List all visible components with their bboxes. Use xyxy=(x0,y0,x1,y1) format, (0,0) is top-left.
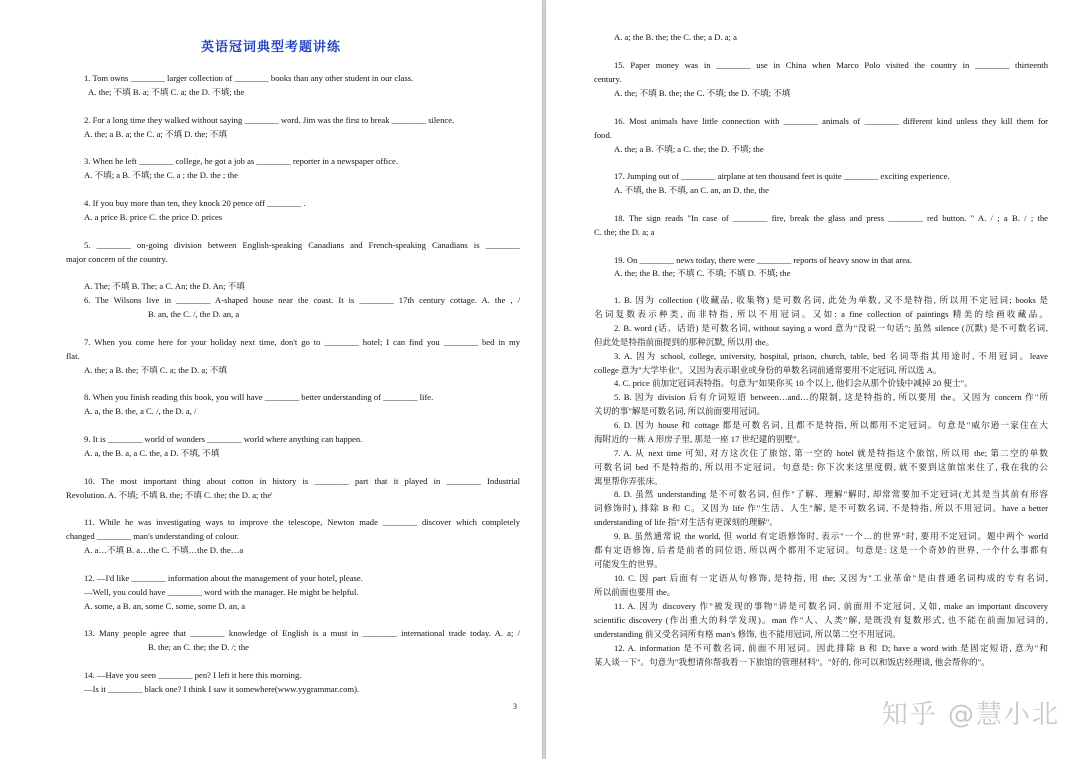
question-line: 8. When you finish reading this book, you will have ________ better understanding of ________ life. xyxy=(84,392,434,402)
question-line: 18. The sign reads "In case of ________ fire, break the glass and press ________ red button. " A. / ; a B. / ; the xyxy=(614,213,1048,223)
question-line: 14. —Have you seen ________ pen? I left it here this morning. xyxy=(84,670,302,680)
document-page-right xyxy=(546,0,1086,759)
question-line: 10. The most important thing about cotton in history is ________ part that it played in ________ Industrial xyxy=(84,476,520,486)
page-number: 3 xyxy=(513,702,517,711)
answer-line: 3. A. 因为 school, college, university, hospital, prison, church, table, bed 名词等指其用途时, 不用冠词。leave xyxy=(614,351,1048,361)
answer-line: 11. A. 因为 discovery 作"被发现的事物"讲是可数名词, 前面用不定冠词, 又如, make an important discovery xyxy=(614,601,1048,611)
options-line: A. the; a B. the; 不填 C. a; the D. a; 不填 xyxy=(84,365,227,375)
options-line: A. the; 不填 B. a; 不填 C. a; the D. 不填; the xyxy=(88,87,245,97)
question-line: 11. While he was investigating ways to improve the telescope, Newton made ________ discover which completely xyxy=(84,517,520,527)
question-line: 5. ________ on-going division between English-speaking Canadians and French-speaking Canadians is ________ xyxy=(84,240,520,250)
question-line: 9. It is ________ world of wonders ________ world where anything can happen. xyxy=(84,434,363,444)
question-line: 6. The Wilsons live in ________ A-shaped house near the coast. It is ________ 17th century cottage. A. the , / xyxy=(84,295,520,305)
answer-line: 4. C. price 前加定冠词表特指。句意为"如果你买 10 个以上, 他们会从那个价钱中减掉 20 便士"。 xyxy=(614,378,973,388)
question-line: 12. —I'd like ________ information about the management of your hotel, please. xyxy=(84,573,363,583)
answer-line: 关切的事"解是可数名词, 所以前面要用冠词。 xyxy=(594,406,766,416)
options-line: A. the; a B. 不填; a C. the; the D. 不填; the xyxy=(614,144,764,154)
question-line: 4. If you buy more than ten, they knock 20 pence off ________ . xyxy=(84,198,306,208)
answer-line: 所以前面也要用 the。 xyxy=(594,587,676,597)
document-title: 英语冠词典型考题讲练 xyxy=(200,40,341,55)
answer-line: 名词复数表示种类, 而非特指, 所以不用冠词。又如: a fine collection of paintings 精美的绘画收藏品。 xyxy=(594,309,1048,319)
watermark: 知乎 @慧小北 xyxy=(881,700,1060,730)
question-line: 15. Paper money was in ________ use in China when Marco Polo visited the country in ________ thirteenth xyxy=(614,60,1048,70)
answer-line: 海附近的一栋 A 形房子里, 那是一座 17 世纪建的别墅"。 xyxy=(594,434,806,444)
options-line: Revolution. A. 不填; 不填 B. the; 不填 C. the; the D. a; the' xyxy=(66,490,273,500)
answer-line: 某人谈一下"。句意为"我想请你帮我看一下旅馆的管理材料"。"好的, 你可以和饭店经理谈, 他会帮你的"。 xyxy=(594,657,990,667)
answer-line: 2. B. word (话、话语) 是可数名词, without saying a word 意为"没说一句话"; 虽然 silence (沉默) 是不可数名词, xyxy=(614,323,1048,333)
answer-line: 9. B. 虽然通常说 the world, 但 world 有定语修饰时, 表示"一个…的世界"时, 要用不定冠词。题中两个 world xyxy=(614,531,1048,541)
options-line: C. the; the D. a; a xyxy=(594,227,655,237)
options-line: A. 不填, the B. 不填, an C. an, an D. the, the xyxy=(614,185,769,195)
options-line: A. the; 不填 B. the; the C. 不填; the D. 不填; 不填 xyxy=(614,88,791,98)
options-line: A. a…不填 B. a…the C. 不填…the D. the…a xyxy=(84,545,244,555)
options-line: A. some, a B. an, some C. some, some D. an, a xyxy=(84,601,246,611)
document-page-left xyxy=(0,0,542,759)
options-line: A. 不填; a B. 不填; the C. a ; the D. the ; the xyxy=(84,170,238,180)
question-line: 19. On ________ news today, there were ________ reports of heavy snow in that area. xyxy=(614,255,912,265)
question-line: century. xyxy=(594,74,622,84)
answer-line: 词修饰时), 排除 B 和 C。又因为 life 作"生活、人生"解, 是不可数名词, 不是特指, 所以不用冠词。have a better xyxy=(594,503,1048,513)
answer-line: 可数名词 bed 不是特指的, 所以用不定冠词。句意是: 你下次来这里度假, 就不要到这旅馆来住了, 我在我的公 xyxy=(594,462,1048,472)
answer-line: college 意为"大学毕业"。又因为表示职业或身份的单数名词前通常要用不定冠词, 所以选 A。 xyxy=(594,365,942,375)
question-line: flat. xyxy=(66,351,80,361)
question-line: 7. When you come here for your holiday next time, don't go to ________ hotel; I can find you ________ bed in my xyxy=(84,337,520,347)
answer-line: 5. B. 因为 division 后有介词短语 between…and…的限制, 这是特指的, 所以要用 the。又因为 concern 作"所 xyxy=(614,392,1048,402)
answer-line: 可能发生的世界。 xyxy=(594,559,663,569)
question-line: 17. Jumping out of ________ airplane at ten thousand feet is quite ________ exciting experience. xyxy=(614,171,950,181)
answer-line: 但此处是特指前面提到的那种沉默, 所以用 the。 xyxy=(594,337,775,347)
answer-line: 8. D. 虽然 understanding 是不可数名词, 但作"了解、理解"解时, 却常常要加不定冠词(尤其是当其前有形容 xyxy=(614,489,1048,499)
question-line: 2. For a long time they walked without saying ________ word. Jim was the first to break ________ silence. xyxy=(84,115,455,125)
options-line: A. The; 不填 B. The; a C. An; the D. An; 不填 xyxy=(84,281,245,291)
options-line: A. a price B. price C. the price D. prices xyxy=(84,212,223,222)
options-line: A. the; a B. a; the C. a; 不填 D. the; 不填 xyxy=(84,129,227,139)
question-line: 1. Tom owns ________ larger collection of ________ books than any other student in our class. xyxy=(84,73,414,83)
question-line: —Is it ________ black one? I think I saw it somewhere(www.yygrammar.com). xyxy=(84,684,360,694)
options-line: A. a, the B. a, a C. the, a D. 不填, 不填 xyxy=(84,448,220,458)
question-line: changed ________ man's understanding of colour. xyxy=(66,531,239,541)
options-line: B. an, the C. /, the D. an, a xyxy=(148,309,240,319)
answer-line: understanding of life 指"对生活有更深刻的理解"。 xyxy=(594,517,778,527)
answer-line: 10. C. 因 part 后面有一定语从句修饰, 是特指, 用 the; 又因为"工业革命"是由普通名词构成的专有名词, xyxy=(614,573,1048,583)
question-line: food. xyxy=(594,130,612,140)
question-line: —Well, you could have ________ word with the manager. He might be helpful. xyxy=(84,587,359,597)
answer-line: 12. A. information 是不可数名词, 前面不用冠词。因此排除 B 和 D; have a word with 是固定短语, 意为"和 xyxy=(614,643,1048,653)
answer-line: understanding 前又受名词所有格 man's 修饰, 也不能用冠词, 所以第二空不用冠词。 xyxy=(594,629,901,639)
answer-line: 7. A. 从 next time 可知, 对方这次住了旅馆, 第一空的 hotel 就是特指这个旅馆, 所以用 the; 第二空的单数 xyxy=(614,448,1048,458)
question-line: 3. When he left ________ college, he got a job as ________ reporter in a newspaper office. xyxy=(84,156,398,166)
options-line: B. the; an C. the; the D. /; the xyxy=(148,642,249,652)
options-line: A. a; the B. the; the C. the; a D. a; a xyxy=(614,32,737,42)
answer-line: scientific discovery (作出重大的科学发现)。man 作"人、人类"解, 是既没有复数形式, 也不能在前面加冠词的, xyxy=(594,615,1048,625)
options-line: A. the; the B. the; 不填 C. 不填; 不填 D. 不填; the xyxy=(614,268,791,278)
answer-line: 1. B. 因为 collection (收藏品, 收集物) 是可数名词, 此处为单数, 又不是特指, 所以用不定冠词; books 是 xyxy=(614,295,1048,305)
options-line: A. a, the B. the, a C. /, the D. a, / xyxy=(84,406,197,416)
answer-line: 都有定语修饰, 后者是前者的同位语, 所以两个都用不定冠词。句意是: 这是一个奇妙的世界, 一个什么事都有 xyxy=(594,545,1048,555)
question-line: 13. Many people agree that ________ knowledge of English is a must in ________ international trade today. A. a; / xyxy=(84,628,520,638)
answer-line: 6. D. 因为 house 和 cottage 都是可数名词, 且都不是特指, 所以都用不定冠词。句意是"威尔逊一家住在大 xyxy=(614,420,1048,430)
question-line: 16. Most animals have little connection with ________ animals of ________ different kind unless they kill them for xyxy=(614,116,1048,126)
question-line: major concern of the country. xyxy=(66,254,168,264)
answer-line: 寓里帮你弄张床。 xyxy=(594,476,663,486)
